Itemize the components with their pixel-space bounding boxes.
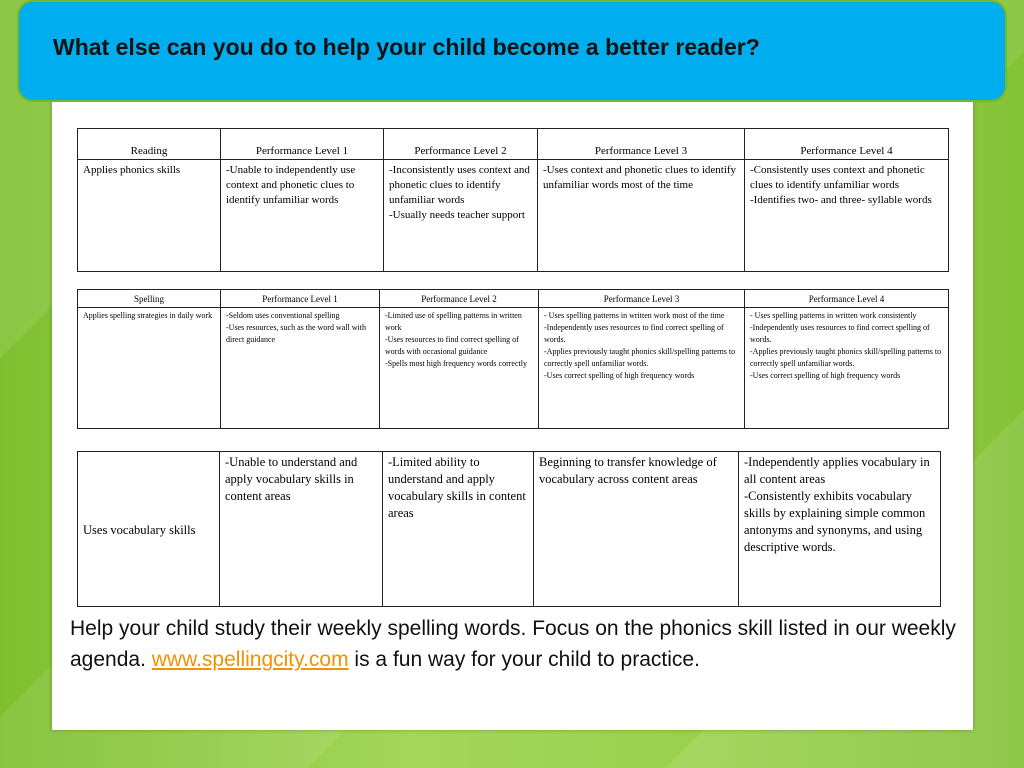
table-cell: Beginning to transfer knowledge of vocabulary across content areas [534,452,739,607]
table-cell: -Consistently uses context and phonetic clues to identify unfamiliar words -Identifies two- and three- syllable words [745,160,949,272]
title-banner [17,0,1007,102]
column-header: Performance Level 3 [539,290,745,308]
column-header: Performance Level 4 [745,129,949,160]
table-cell: Applies spelling strategies in daily work [78,308,221,429]
page-title: What else can you do to help your child become a better reader? [53,34,760,60]
column-header: Performance Level 2 [380,290,539,308]
reading-rubric-table [77,128,949,272]
vocabulary-rubric-table [77,451,941,607]
column-header: Performance Level 2 [384,129,538,160]
column-header: Performance Level 1 [221,129,384,160]
table-cell: -Uses context and phonetic clues to identify unfamiliar words most of the time [538,160,745,272]
column-header: Performance Level 1 [221,290,380,308]
table-cell: -Limited use of spelling patterns in written work -Uses resources to find correct spelling of words with occasional guidance -Spells most high frequency words correctly [380,308,539,429]
table-cell: -Unable to independently use context and phonetic clues to identify unfamiliar words [221,160,384,272]
spelling-rubric-table [77,289,949,429]
table-cell: -Seldom uses conventional spelling -Uses resources, such as the word wall with direct guidance [221,308,380,429]
table-cell: Uses vocabulary skills [78,452,220,607]
table-cell: Applies phonics skills [78,160,221,272]
footer-paragraph [70,613,960,675]
table-row [78,160,949,272]
footer-text-start: Help your child study their weekly spelling words. Focus on the phonics skill listed in our weekly agenda. [70,617,956,671]
table-cell: - Uses spelling patterns in written work most of the time -Independently uses resources to find correct spelling of words. -Applies previously taught phonics skill/spelling patterns to correctly spell unfamiliar words. -Uses correct spelling of high frequency words [539,308,745,429]
table-cell: -Independently applies vocabulary in all content areas -Consistently exhibits vocabulary skills by explaining simple common antonyms and synonyms, and using descriptive words. [739,452,941,607]
table-header-row [78,290,949,308]
table-header-row [78,129,949,160]
table-row [78,452,941,607]
column-header: Reading [78,129,221,160]
table-cell: - Uses spelling patterns in written work consistently -Independently uses resources to find correct spelling of words. -Applies previously taught phonics skill/spelling patterns to correctly spell unfamiliar words. -Uses correct spelling of high frequency words [745,308,949,429]
table-cell: -Unable to understand and apply vocabulary skills in content areas [220,452,383,607]
table-row [78,308,949,429]
footer-text-end: is a fun way for your child to practice. [348,648,700,671]
table-cell: -Limited ability to understand and apply vocabulary skills in content areas [383,452,534,607]
table-cell: -Inconsistently uses context and phonetic clues to identify unfamiliar words -Usually needs teacher support [384,160,538,272]
spellingcity-link[interactable]: www.spellingcity.com [151,648,349,671]
column-header: Performance Level 4 [745,290,949,308]
column-header: Spelling [78,290,221,308]
column-header: Performance Level 3 [538,129,745,160]
